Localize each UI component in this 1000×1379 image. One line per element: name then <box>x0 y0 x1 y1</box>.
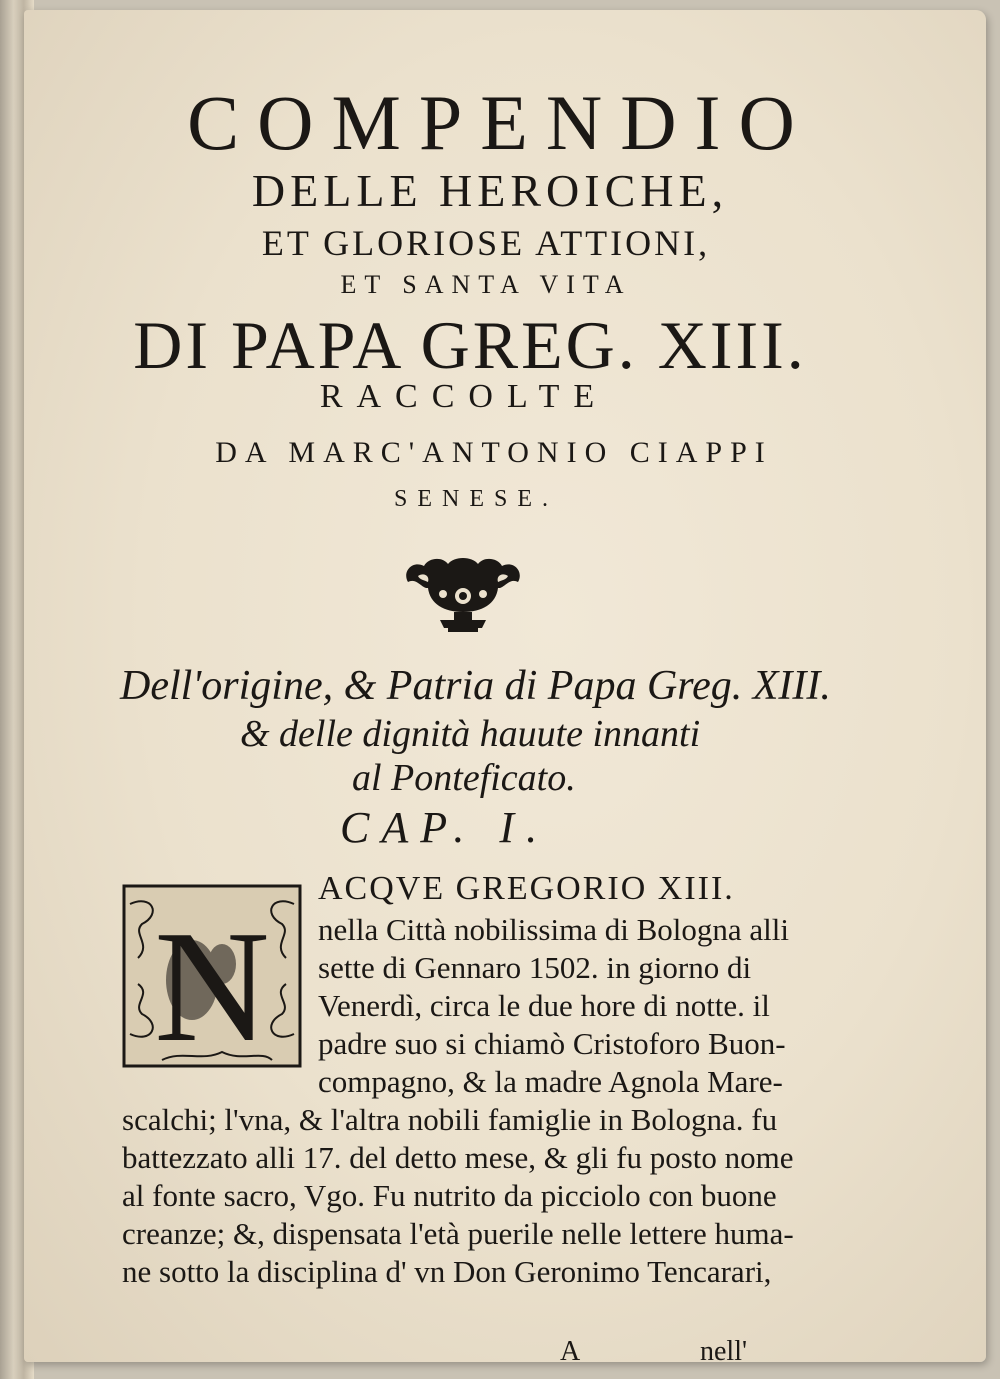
signature-mark: A <box>560 1336 581 1367</box>
body-line-9: al fonte sacro, Vgo. Fu nutrito da picciolo con buone <box>122 1178 777 1213</box>
body-line-8: battezzato alli 17. del detto mese, & gli fu posto nome <box>122 1140 794 1175</box>
body-line-2: nella Città nobilissima di Bologna alli <box>318 912 789 947</box>
body-line-4: Venerdì, circa le due hore di notte. il <box>318 988 770 1023</box>
decorated-initial <box>122 884 302 1068</box>
body-line-11: ne sotto la disciplina d' vn Don Geronimo Tencarari, <box>122 1254 772 1289</box>
title-author: DA MARC'ANTONIO CIAPPI <box>215 436 773 469</box>
drop-cap-letter: N <box>154 897 270 1068</box>
body-line-1: ACQVE GREGORIO XIII. <box>318 870 735 907</box>
chapter-number: CAP. I. <box>340 803 550 852</box>
body-line-3: sette di Gennaro 1502. in giorno di <box>318 950 752 985</box>
title-raccolte: RACCOLTE <box>319 378 609 415</box>
title-delle-heroiche: DELLE HEROICHE, <box>251 165 729 216</box>
title-santa-vita: ET SANTA VITA <box>340 270 632 299</box>
title-compendio: COMPENDIO <box>187 79 813 166</box>
body-line-6: compagno, & la madre Agnola Mare- <box>318 1064 783 1099</box>
body-line-7: scalchi; l'vna, & l'altra nobili famiglie in Bologna. fu <box>122 1102 778 1137</box>
title-senese: SENESE. <box>393 486 558 512</box>
vase-ornament-icon <box>398 552 528 642</box>
chapter-heading-line2: & delle dignità hauute innanti <box>240 713 701 755</box>
title-gloriose-attioni: ET GLORIOSE ATTIONI, <box>261 223 711 263</box>
title-papa-greg: DI PAPA GREG. XIII. <box>133 307 807 383</box>
body-line-5: padre suo si chiamò Cristoforo Buon- <box>318 1026 786 1061</box>
chapter-heading-line3: al Ponteficato. <box>352 757 576 799</box>
body-line-10: creanze; &, dispensata l'età puerile nelle lettere huma- <box>122 1216 794 1251</box>
chapter-heading-line1: Dell'origine, & Patria di Papa Greg. XIII. <box>120 663 831 709</box>
catchword: nell' <box>700 1336 748 1367</box>
